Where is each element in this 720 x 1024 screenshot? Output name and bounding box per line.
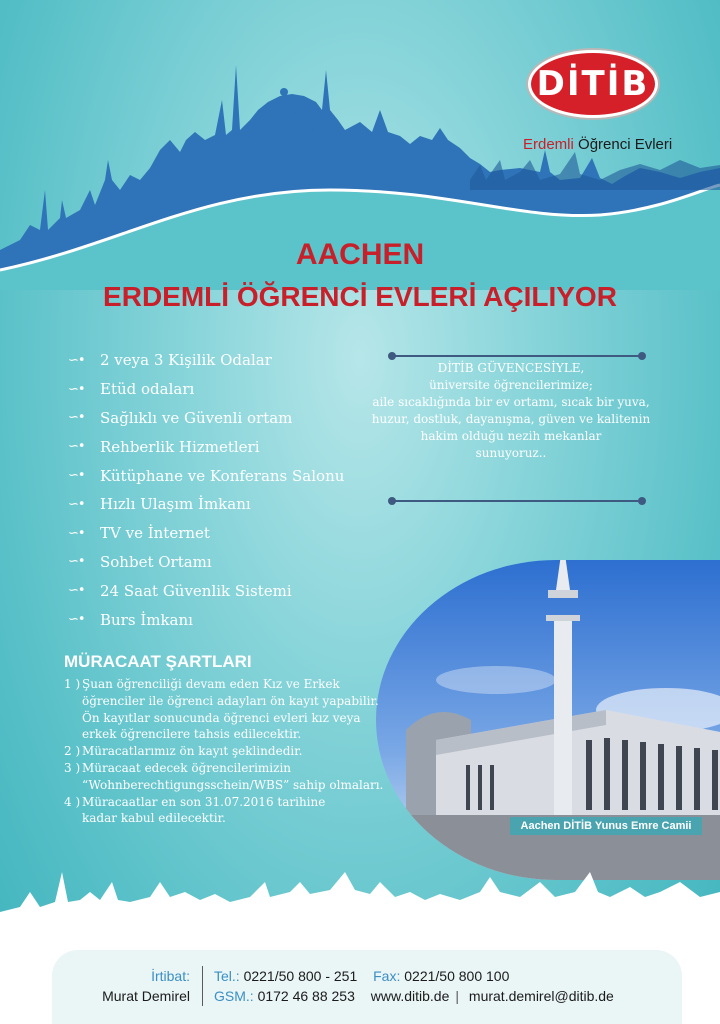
requirements-list xyxy=(64,676,404,827)
ditib-logo xyxy=(528,50,662,122)
quote-line: aile sıcaklığında bir ev ortamı, sıcak bir yuva, xyxy=(372,395,650,409)
ornament-bullet-icon: ∽• xyxy=(68,496,85,512)
quote-line: sunuyoruz.. xyxy=(475,446,547,460)
feature-label: 2 veya 3 Kişilik Odalar xyxy=(100,351,272,370)
requirement-text: Müracatlarımız ön kayıt şeklindedir. xyxy=(82,744,303,759)
feature-list xyxy=(68,346,344,634)
requirement-number: 3 ) xyxy=(64,760,81,775)
ornament-bullet-icon: ∽• xyxy=(68,352,85,368)
requirement-text: kadar kabul edilecektir. xyxy=(82,811,226,826)
city-skyline-bottom xyxy=(0,852,720,952)
tel-label: Tel.: xyxy=(214,968,240,984)
list-item xyxy=(68,490,344,519)
logo-tagline xyxy=(523,136,672,153)
fax-value: 0221/50 800 100 xyxy=(404,968,510,984)
requirement-number: 2 ) xyxy=(64,744,81,759)
email-link[interactable]: murat.demirel@ditib.de xyxy=(468,988,614,1004)
list-item xyxy=(68,404,344,433)
feature-label: Burs İmkanı xyxy=(100,610,193,629)
list-item xyxy=(68,375,344,404)
requirement-text: “Wohnberechtigungsschein/WBS” sahip olmaları. xyxy=(82,777,384,792)
logo-tagline-rest: Öğrenci Evleri xyxy=(578,136,673,153)
quote-title: DİTİB GÜVENCESİYLE, xyxy=(437,361,585,375)
requirement-text: Müracaatlar en son 31.07.2016 tarihine xyxy=(82,794,326,809)
ornament-bullet-icon: ∽• xyxy=(68,525,85,541)
feature-label: Etüd odaları xyxy=(100,380,195,399)
requirement-item xyxy=(64,743,404,760)
feature-label: Sohbet Ortamı xyxy=(100,552,212,571)
contact-person xyxy=(92,966,190,1006)
requirement-text: öğrenciler ile öğrenci adayları ön kayıt yapabilir. xyxy=(82,693,379,708)
requirement-item xyxy=(64,794,404,811)
ditib-logo-icon xyxy=(528,50,658,118)
requirements-title: MÜRACAAT ŞARTLARI xyxy=(64,652,252,671)
list-item xyxy=(68,461,344,490)
requirement-item xyxy=(64,676,404,693)
requirement-item xyxy=(64,760,404,777)
photo-caption: Aachen DİTİB Yunus Emre Camii xyxy=(510,817,702,835)
gsm-label: GSM.: xyxy=(214,988,254,1004)
feature-label: Kütüphane ve Konferans Salonu xyxy=(100,466,345,485)
contact-label: İrtibat: xyxy=(151,968,190,984)
gsm-value[interactable]: 0172 46 88 253 xyxy=(257,988,355,1004)
quote-block xyxy=(356,360,666,462)
list-item xyxy=(68,605,344,634)
tel-value[interactable]: 0221/50 800 - 251 xyxy=(243,968,358,984)
divider: | xyxy=(455,988,460,1004)
logo-text: DİTİB xyxy=(536,64,650,104)
logo-tagline-brand: Erdemli xyxy=(523,136,574,153)
headline-line2: ERDEMLİ ÖĞRENCİ EVLERİ AÇILIYOR xyxy=(103,281,617,312)
list-item xyxy=(68,432,344,461)
ornament-bullet-icon: ∽• xyxy=(68,583,85,599)
ornament-bullet-icon: ∽• xyxy=(68,381,85,397)
requirement-text: Ön kayıtlar sonucunda öğrenci evleri kız veya xyxy=(82,710,361,725)
requirement-number: 1 ) xyxy=(64,677,81,691)
list-item xyxy=(68,346,344,375)
requirement-text: Şuan öğrenciliği devam eden Kız ve Erkek xyxy=(82,677,340,691)
feature-label: 24 Saat Güvenlik Sistemi xyxy=(100,581,292,600)
requirement-text: Müracaat edecek öğrencilerimizin xyxy=(82,760,292,775)
fax-label: Fax: xyxy=(373,968,401,984)
website-link[interactable]: www.ditib.de xyxy=(370,988,450,1004)
quote-divider-top xyxy=(392,355,642,357)
headline-line1: AACHEN xyxy=(295,238,425,271)
quote-line: hakim olduğu nezih mekanlar xyxy=(420,429,602,443)
feature-label: Hızlı Ulaşım İmkanı xyxy=(100,495,251,514)
feature-label: Sağlıklı ve Güvenli ortam xyxy=(100,408,293,427)
ornament-bullet-icon: ∽• xyxy=(68,612,85,628)
list-item xyxy=(68,548,344,577)
list-item xyxy=(68,576,344,605)
quote-divider-bottom xyxy=(392,500,642,502)
ornament-bullet-icon: ∽• xyxy=(68,468,85,484)
contact-divider xyxy=(202,966,203,1006)
contact-name: Murat Demirel xyxy=(102,988,190,1004)
ornament-bullet-icon: ∽• xyxy=(68,410,85,426)
quote-line: huzur, dostluk, dayanışma, güven ve kalitenin xyxy=(371,412,651,426)
feature-label: TV ve İnternet xyxy=(100,524,210,543)
contact-details xyxy=(214,966,614,1006)
requirement-text: erkek öğrencilere tahsis edilecektir. xyxy=(82,727,302,742)
quote-line: üniversite öğrencilerimize; xyxy=(429,378,593,392)
list-item xyxy=(68,519,344,548)
ornament-bullet-icon: ∽• xyxy=(68,554,85,570)
requirement-number: 4 ) xyxy=(64,794,81,809)
feature-label: Rehberlik Hizmetleri xyxy=(100,437,260,456)
ornament-bullet-icon: ∽• xyxy=(68,439,85,455)
headline xyxy=(0,234,720,318)
